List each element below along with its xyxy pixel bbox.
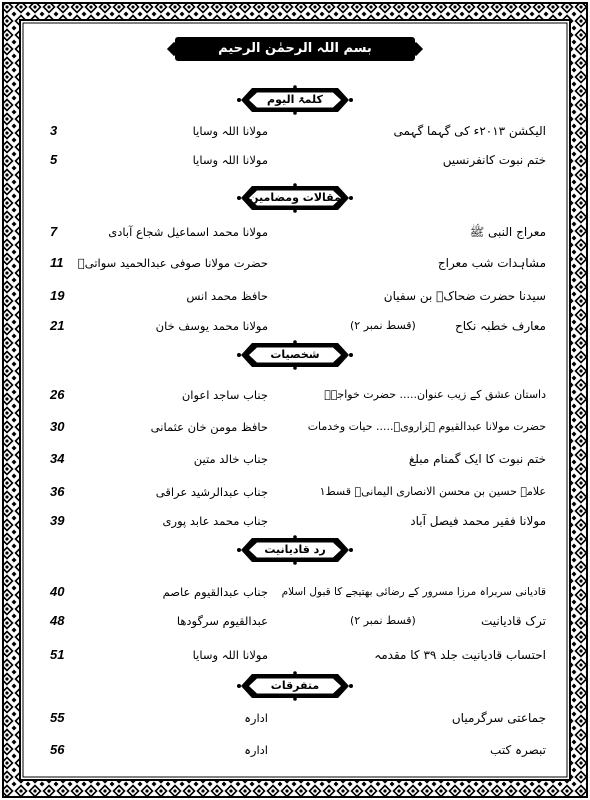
- section-heading-text: کلمۃ الیوم: [267, 93, 323, 106]
- page-number: 40: [50, 584, 65, 599]
- entry-author: حافظ مومن خان عثمانی: [150, 420, 268, 434]
- entry-author: جناب خالد متین: [193, 452, 268, 466]
- section-heading-text: رد قادیانیت: [264, 543, 326, 556]
- entry-title: ختم نبوت کانفرنسیں: [442, 153, 546, 167]
- page-number: 36: [50, 484, 65, 499]
- entry-title: احتساب قادیانیت جلد ۳۹ کا مقدمہ: [374, 648, 546, 662]
- page-number: 48: [50, 613, 65, 628]
- entry-title: مولانا فقیر محمد فیصل آباد: [410, 514, 546, 528]
- entry-author: مولانا اللہ وسایا: [192, 153, 268, 167]
- bismillah-banner: بسم اللہ الرحمٰن الرحیم: [175, 37, 415, 61]
- section-heading: [237, 183, 353, 213]
- page-number: 51: [50, 647, 65, 662]
- page-number: 7: [50, 224, 58, 239]
- entry-author: ادارہ: [244, 711, 268, 725]
- page-number: 26: [50, 387, 65, 402]
- section-heading: [237, 85, 353, 115]
- page-number: 21: [50, 318, 65, 333]
- section-heading-text: متفرقات: [270, 679, 320, 692]
- page-number: 19: [50, 288, 65, 303]
- toc-entry: [0, 120, 590, 142]
- section-heading: [237, 340, 353, 370]
- page-number: 56: [50, 742, 65, 757]
- entry-title: ترک قادیانیت: [481, 614, 546, 628]
- toc-entry: [0, 384, 590, 406]
- section-heading-text: شخصیات: [270, 348, 320, 361]
- toc-entry: [0, 610, 590, 632]
- section-heading-text: مقالات ومضامین: [249, 191, 341, 204]
- toc-entry: [0, 644, 590, 666]
- toc-entry: [0, 416, 590, 438]
- entry-author: مولانا اللہ وسایا: [192, 648, 268, 662]
- entry-title: قادیانی سربراہ مرزا مسرور کے رضائی بھتیجے کا قبول اسلام: [281, 586, 546, 598]
- toc-entry: [0, 315, 590, 337]
- toc-entry: [0, 221, 590, 243]
- page-number: 11: [50, 255, 64, 270]
- entry-title: حضرت مولانا عبدالقیوم ہزارویؒ..... حیات وخدمات: [307, 420, 546, 433]
- entry-title: سیدنا حضرت ضحاکؓ بن سفیان: [383, 289, 546, 303]
- entry-author: ادارہ: [244, 743, 268, 757]
- toc-entry: [0, 581, 590, 603]
- entry-title: مشاہدات شب معراج: [437, 256, 546, 270]
- toc-entry: [0, 707, 590, 729]
- entry-title: تبصرہ کتب: [490, 743, 546, 757]
- entry-author: حضرت مولانا صوفی عبدالحمید سواتیؒ: [77, 256, 268, 270]
- page-number: 39: [50, 513, 65, 528]
- page-number: 55: [50, 710, 65, 725]
- section-heading: [237, 671, 353, 701]
- entry-author: مولانا محمد یوسف خان: [155, 319, 268, 333]
- entry-title: ختم نبوت کا ایک گمنام مبلغ: [408, 452, 546, 466]
- toc-entry: [0, 252, 590, 274]
- entry-author: جناب ساجد اعوان: [181, 388, 268, 402]
- entry-title: جماعتی سرگرمیاں: [451, 711, 546, 725]
- toc-entry: [0, 510, 590, 532]
- toc-entry: [0, 285, 590, 307]
- entry-title: الیکشن ۲۰۱۳ء کی گہما گہمی: [393, 124, 546, 138]
- toc-entry: [0, 149, 590, 171]
- entry-author: مولانا اللہ وسایا: [192, 124, 268, 138]
- page-number: 3: [50, 123, 58, 138]
- page-number: 34: [50, 451, 65, 466]
- entry-title: داستان عشق کے زیب عنوان..... حضرت خواجہؒ: [324, 388, 546, 401]
- page-number: 5: [50, 152, 58, 167]
- entry-title: علامہ حسین بن محسن الانصاری الیمانیؒ قسط۱: [319, 485, 546, 498]
- page-number: 30: [50, 419, 65, 434]
- entry-installment-note: (قسط نمبر ۲): [350, 614, 416, 627]
- entry-author: جناب محمد عابد پوری: [162, 514, 268, 528]
- toc-entry: [0, 481, 590, 503]
- entry-author: حافظ محمد انس: [186, 289, 268, 303]
- entry-author: مولانا محمد اسماعیل شجاع آبادی: [108, 225, 268, 239]
- entry-author: جناب عبدالقیوم عاصم: [162, 585, 268, 599]
- section-heading: [237, 535, 353, 565]
- toc-entry: [0, 448, 590, 470]
- entry-title: معارف خطبہ نکاح: [454, 319, 546, 333]
- toc-entry: [0, 739, 590, 761]
- entry-installment-note: (قسط نمبر ۲): [350, 319, 416, 332]
- entry-author: جناب عبدالرشید عراقی: [155, 485, 268, 499]
- entry-author: عبدالقیوم سرگودھا: [176, 614, 268, 628]
- entry-title: معراج النبی ﷺ: [469, 225, 546, 239]
